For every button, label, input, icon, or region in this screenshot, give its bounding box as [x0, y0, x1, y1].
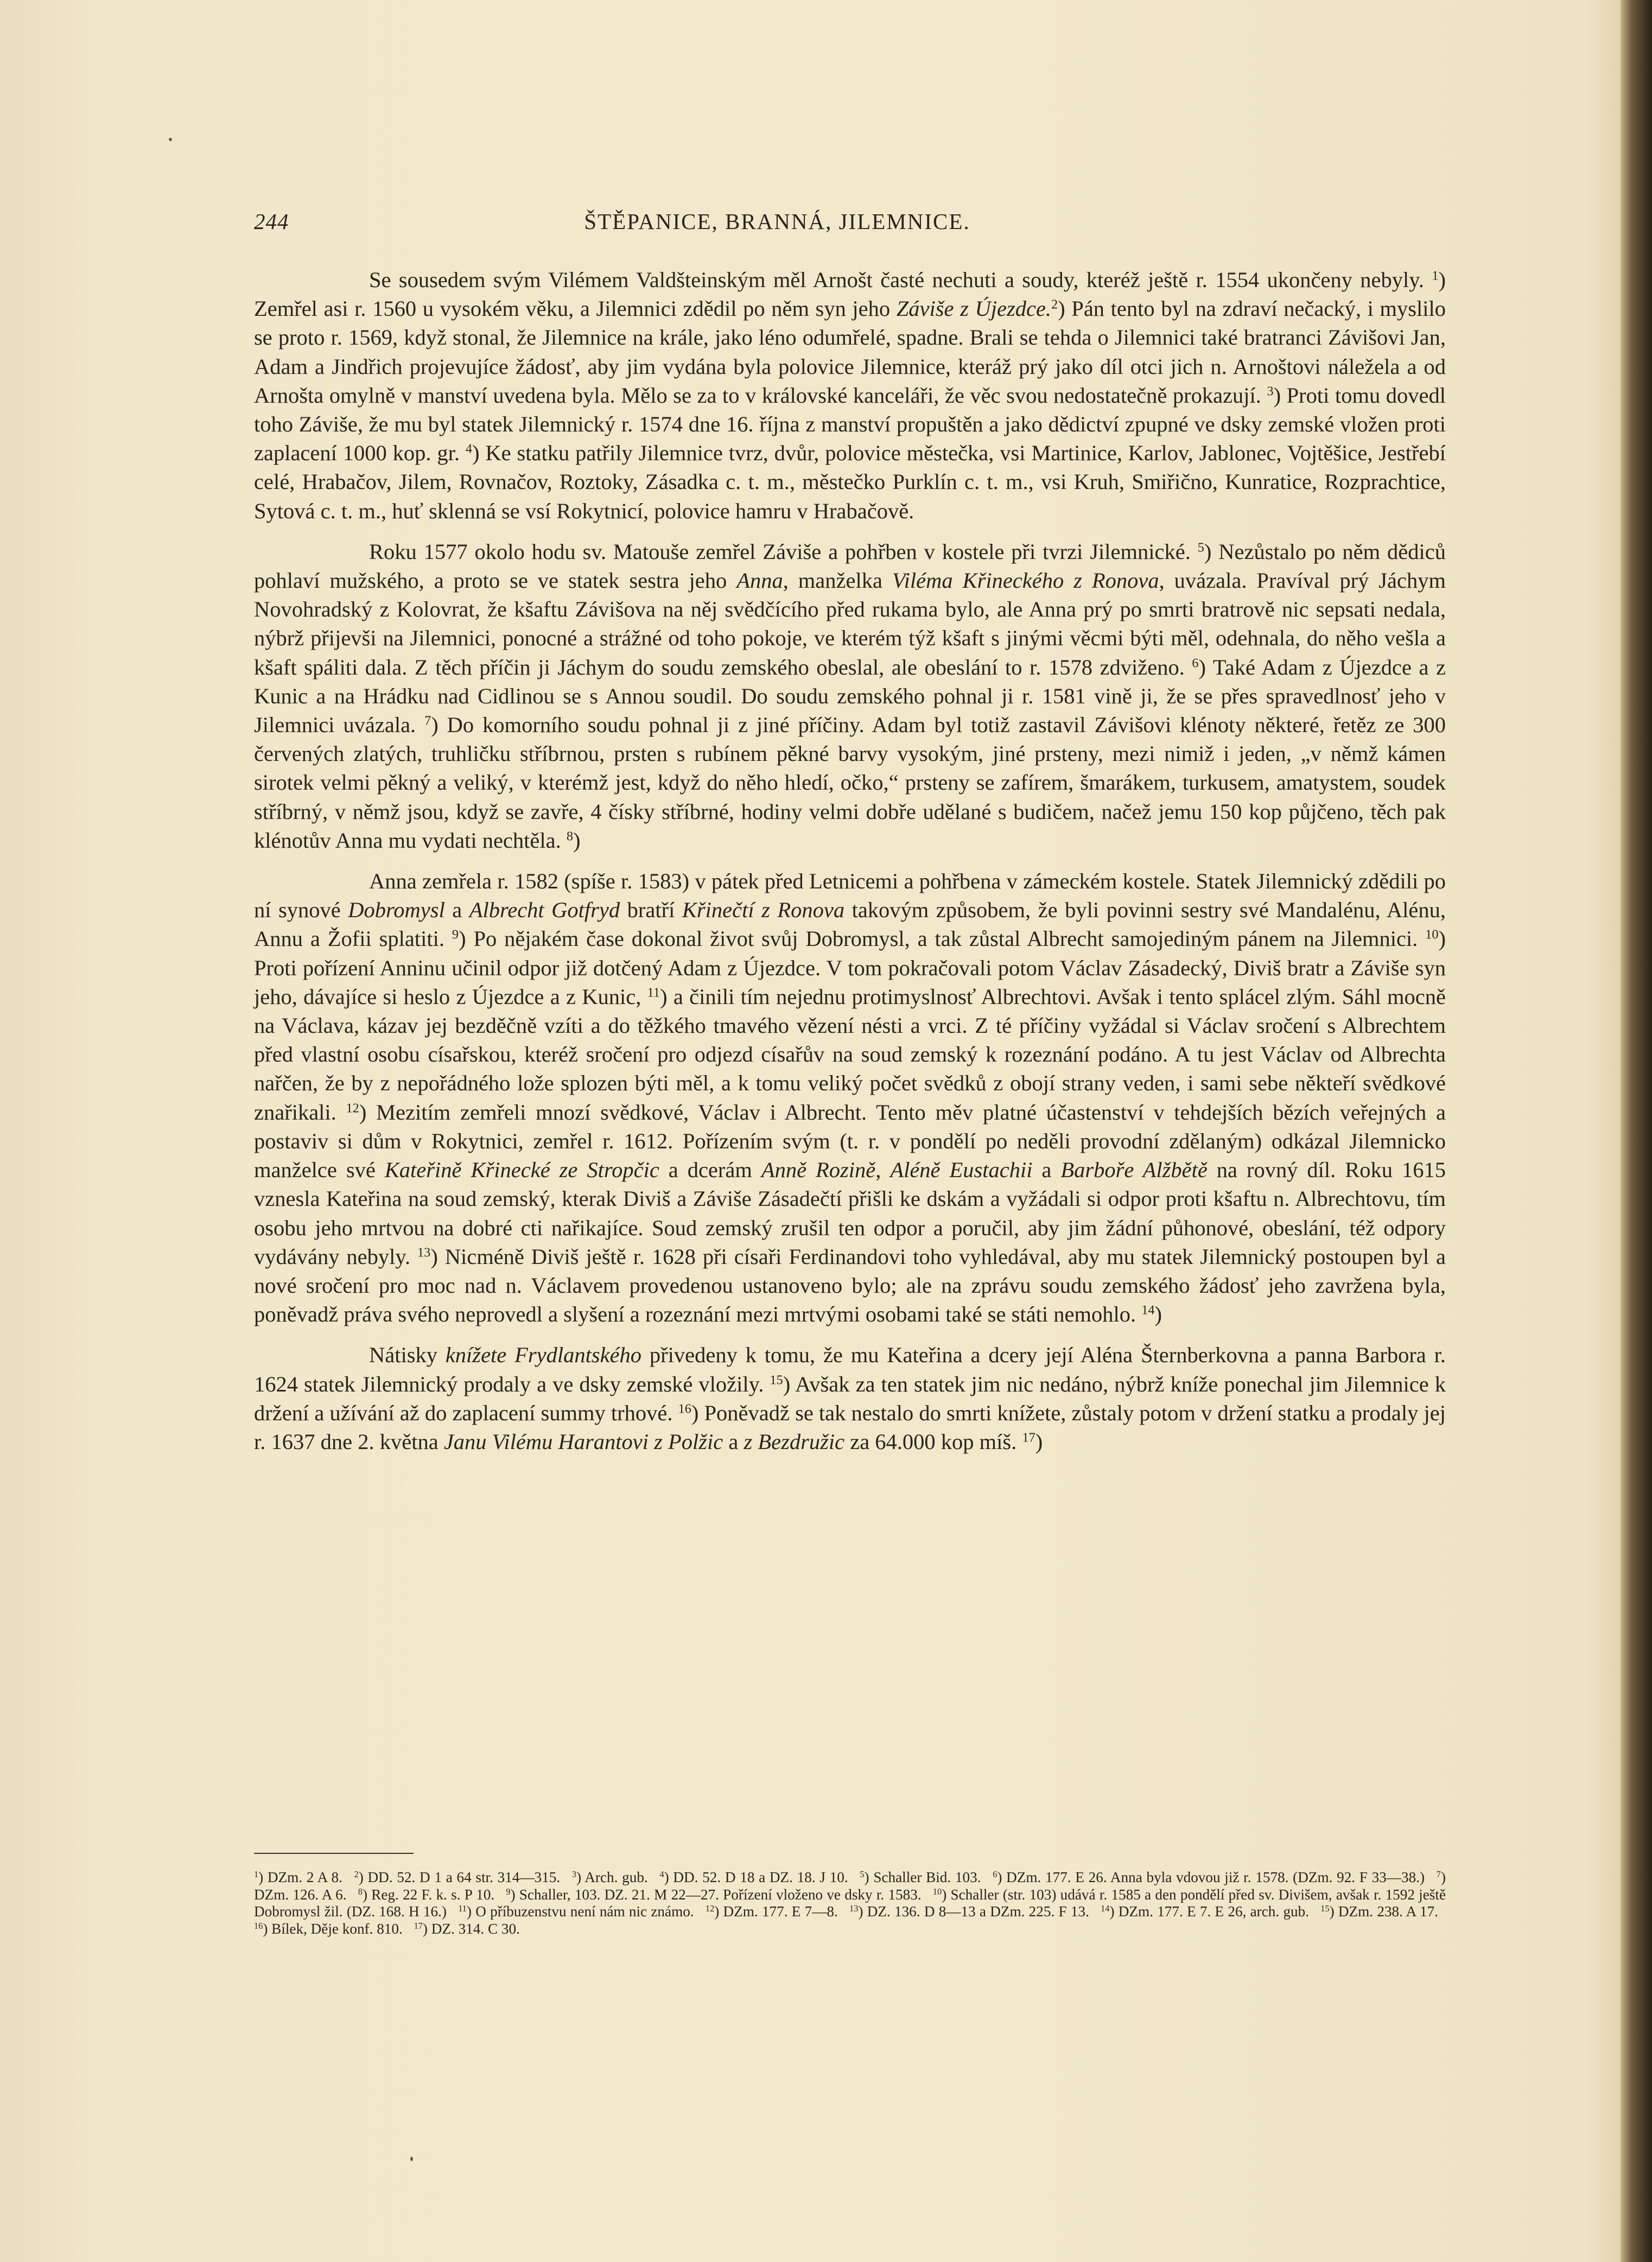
paragraph: Se sousedem svým Vilémem Valdšteinským měl Arnošt časté nechuti a soudy, kteréž ještě r. 1554 ukončeny nebyly. $^1$) Zemřel asi r. 1560 u vysokém věku, a Jilemnici zdědil po něm syn jeho Záviše z Újezdce.$^2$) Pán tento byl na zdraví nečacký, i myslilo se proto r. 1569, když stonal, že Jilemnice na krále, jako léno odumřelé, spadne. Brali se tehda o Jilemnici také bratranci Závišovi Jan, Adam a Jindřich projevujíce žádosť, aby jim vydána byla polovice Jilemnice, kteráž prý jako díl otci jich n. Arnoštovi náležela a od Arnošta omylně v manství uvedena byla. Mělo se za to v královské kanceláři, že věc svou nedostatečně prokazují. $^3$) Proti tomu dovedl toho Záviše, že mu byl statek Jilemnický r. 1574 dne 16. října z manství propuštěn a jako dědictví zpupné ve dsky zemské vložen proti zaplacení 1000 kop. gr. $^4$) Ke statku patřily Jilemnice tvrz, dvůr, polovice městečka, vsi Martinice, Karlov, Jablonec, Vojtěšice, Jestřebí celé, Hrabačov, Jilem, Rovnačov, Roztoky, Zásadka c. t. m., městečko Purklín c. t. m., vsi Kruh, Smiřično, Kunratice, Rozprachtice, Sytová c. t. m., huť sklenná se vsí Rokytnicí, polovice hamru v Hrabačově.: [254, 268, 1446, 523]
footnote: $^{10}$) Schaller (str. 103) udává r. 1585 a den pondělí před sv. Divišem, avšak r. 1592 ještě Dobromysl žil. (DZ. 168. H 16.): [254, 1886, 1446, 1920]
paper-speck: [169, 138, 172, 141]
paragraph: Anna zemřela r. 1582 (spíše r. 1583) v pátek před Letnicemi a pohřbena v zámeckém kostele. Statek Jilemnický zdědili po ní synové Dobromysl a Albrecht Gotfryd bratří Křinečtí z Ronova takovým způsobem, že byli povinni sestry své Mandalénu, Alénu, Annu a Žofii splatiti. $^9$) Po nějakém čase dokonal život svůj Dobromysl, a tak zůstal Albrecht samojediným pánem na Jilemnici. $^{10}$) Proti pořízení Anninu učinil odpor již dotčený Adam z Újezdce. V tom pokračovali potom Václav Zásadecký, Diviš bratr a Záviše syn jeho, dávajíce si heslo z Újezdce a z Kunic, $^{11}$) a činili tím nejednu protimyslnosť Albrechtovi. Avšak i tento splácel zlým. Sáhl mocně na Václava, kázav jej bezděčně vzíti a do těžkého tmavého vězení nésti a vrci. Z té příčiny vyžádal si Václav sročení s Albrechtem před vlastní osobu císařskou, kteréž sročení pro odjezd císařův na soud zemský k rozeznání podáno. A tu jest Václav od Albrechta nařčen, že by z nepořádného lože splozen býti měl, a k tomu veliký počet svědků z obojí strany veden, i sami sebe někteří svědkové znařikali. $^{12}$) Mezitím zemřeli mnozí svědkové, Václav i Albrecht. Tento měv platné účastenství v tehdejších bězích veřejných a postaviv si dům v Rokytnici, zemřel r. 1612. Pořízením svým (t. r. v pondělí po neděli provodní zdělaným) odkázal Jilemnicko manželce své Kateřině Křinecké ze Stropčic a dcerám Anně Rozině, Aléně Eustachii a Barboře Alžbětě na rovný díl. Roku 1615 vznesla Kateřina na soud zemský, kterak Diviš a Záviše Zásadečtí přišli ke dskám a vyžádali si odpor proti kšaftu n. Albrechtovu, tím osobu jeho mrtvou na dobré cti nařikajíce. Soud zemský zrušil ten odpor a poručil, aby jim žádní půhonové, obeslání, též odpory vydávány nebyly. $^{13}$) Nicméně Diviš ještě r. 1628 při císaři Ferdinandovi toho vyhledával, aby mu statek Jilemnický postoupen byl a nové sročení pro moc nad n. Václavem provedenou ustanoveno bylo; ale na zprávu soudu zemského žádosť jeho zavržena byla, poněvadž práva svého neprovedl a slyšení a rozeznání mezi mrtvými osobami také se státi nemohlo. $^{14}$): [254, 869, 1446, 1327]
footnote: $^{11}$) O příbuzenstvu není nám nic známo.: [458, 1903, 694, 1920]
footnote: $^4$) DD. 52. D 18 a DZ. 18. J 10.: [659, 1869, 848, 1885]
page-header: [254, 208, 1300, 241]
footnote: $^{16}$) Bílek, Děje konf. 810.: [254, 1920, 403, 1937]
footnote: $^{12}$) DZm. 177. E 7—8.: [705, 1903, 838, 1920]
footnote: $^9$) Schaller, 103. DZ. 21. M 22—27. Pořízení vloženo ve dsky r. 1583.: [506, 1886, 922, 1903]
footnote: $^7$) DZm. 126. A 6.: [254, 1869, 1446, 1903]
binding-edge: [1621, 0, 1652, 2262]
footnote-rule: [254, 1853, 414, 1854]
footnote: $^{14}$) DZm. 177. E 7. E 26, arch. gub.: [1101, 1903, 1310, 1920]
footnote: $^{15}$) DZm. 238. A 17.: [1320, 1903, 1439, 1920]
footnotes: [254, 1869, 1446, 1937]
footnote: $^1$) DZm. 2 A 8.: [254, 1869, 342, 1885]
running-head: ŠTĚPANICE, BRANNÁ, JILEMNICE.: [584, 209, 970, 234]
paragraph: Nátisky knížete Frydlantského přivedeny k tomu, že mu Kateřina a dcery její Aléna Šternberkovna a panna Barbora r. 1624 statek Jilemnický prodaly a ve dsky zemské vložily. $^{15}$) Avšak za ten statek jim nic nedáno, nýbrž kníže ponechal jim Jilemnice k držení a užívání až do zaplacení summy trhové. $^{16}$) Poněvadž se tak nestalo do smrti knížete, zůstaly potom v držení statku a prodaly jej r. 1637 dne 2. května Janu Vilému Harantovi z Polžic a z Bezdružic za 64.000 kop míš. $^{17}$): [254, 1343, 1446, 1454]
paragraph: Roku 1577 okolo hodu sv. Matouše zemřel Záviše a pohřben v kostele při tvrzi Jilemnické. $^5$) Nezůstalo po něm dědiců pohlaví mužského, a proto se ve statek sestra jeho Anna, manželka Viléma Křineckého z Ronova, uvázala. Pravíval prý Jáchym Novohradský z Kolovrat, že kšaftu Závišova na něj svědčícího před rukama bylo, ale Anna prý po smrti bratrově nic sepsati nedala, nýbrž přijevši na Jilemnici, ponocné a strážné od toho pokoje, ve kterém týž kšaft s jinými věcmi býti měl, odehnala, do něho vešla a kšaft spáliti dala. Z těch příčin ji Jáchym do soudu zemského obeslal, ale obeslání to r. 1578 zdviženo. $^6$) Také Adam z Újezdce a z Kunic a na Hrádku nad Cidlinou se s Annou soudil. Do soudu zemského pohnal ji r. 1581 vině ji, že se přes spravedlnosť jeho v Jilemnici uvázala. $^7$) Do komorního soudu pohnal ji z jiné příčiny. Adam byl totiž zastavil Závišovi klénoty některé, řetěz ze 300 červených zlatých, truhličku stříbrnou, prsten s rubínem pěkné barvy vysokým, jiné prsteny, mezi nimiž i jeden, „v němž kámen sirotek velmi pěkný a veliký, v kterémž jest, když do něho hledí, očko,“ prsteny se zafírem, šmarákem, turkusem, amatystem, soudek stříbrný, v němž jsou, když se zavře, 4 čísky stříbrné, hodiny velmi dobře udělané s budičem, načež jemu 150 kop půjčeno, těch pak klénotův Anna mu vydati nechtěla. $^8$): [254, 539, 1446, 853]
paper-speck: [410, 2157, 413, 2161]
footnote: $^3$) Arch. gub.: [571, 1869, 648, 1885]
page-number: 244: [254, 209, 289, 234]
footnote: $^{13}$) DZ. 136. D 8—13 a DZm. 225. F 13.: [849, 1903, 1089, 1920]
footnote: $^8$) Reg. 22 F. k. s. P 10.: [358, 1886, 495, 1903]
footnote: $^5$) Schaller Bid. 103.: [860, 1869, 981, 1885]
body-text: [254, 265, 1446, 1456]
footnote: $^{17}$) DZ. 314. C 30.: [414, 1920, 520, 1937]
footnote: $^2$) DD. 52. D 1 a 64 str. 314—315.: [354, 1869, 561, 1885]
footnote: $^6$) DZm. 177. E 26. Anna byla vdovou již r. 1578. (DZm. 92. F 33—38.): [993, 1869, 1425, 1885]
